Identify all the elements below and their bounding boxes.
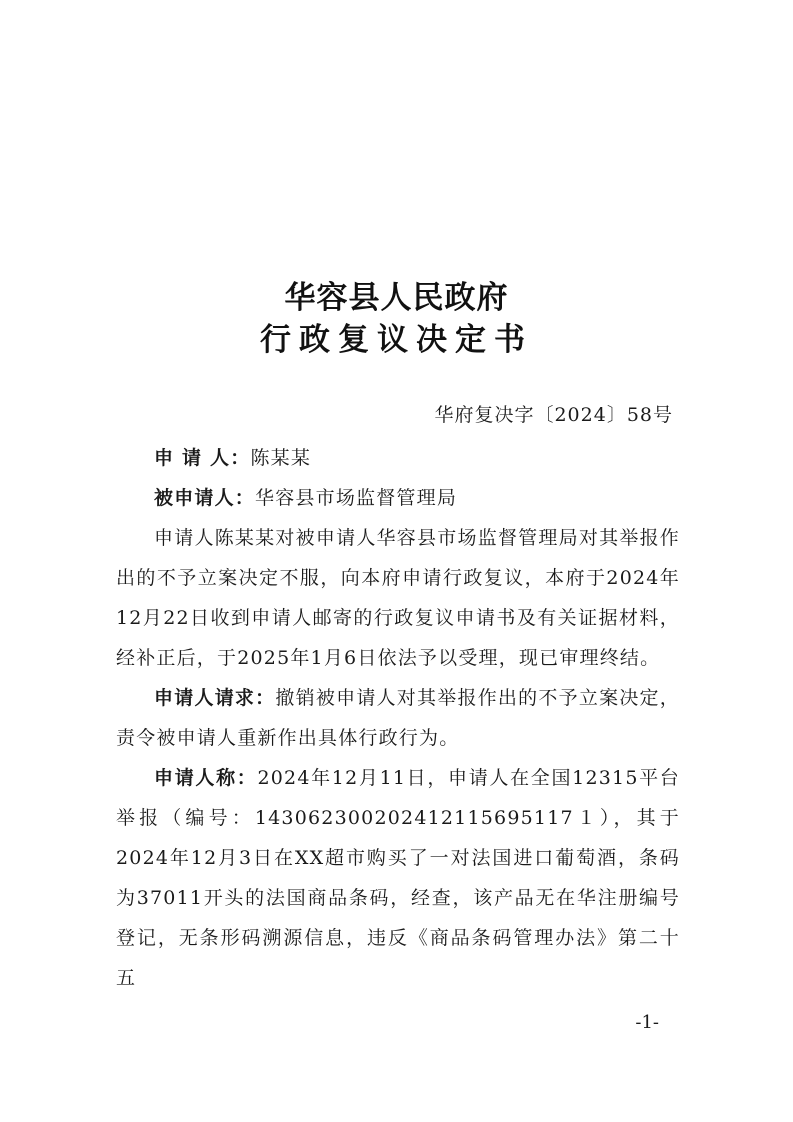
- claim-label: 申请人称：: [154, 767, 258, 789]
- applicant-line: [116, 438, 680, 478]
- request-text: 撤销被申请人对其举报作出的不予立案决定，责令被申请人重新作出具体行政行为。: [116, 687, 680, 749]
- page-number: -1-: [635, 1012, 659, 1033]
- respondent-label: 被申请人：: [154, 487, 256, 509]
- document-type-title: 行政复议决定书: [260, 322, 533, 358]
- applicant-name: 陈某某: [250, 447, 312, 469]
- document-issuer-title: 华容县人民政府: [284, 280, 509, 316]
- intro-paragraph: 申请人陈某某对被申请人华容县市场监督管理局对其举报作出的不予立案决定不服，向本府申请行政复议，本府于2024年12月22日收到申请人邮寄的行政复议申请书及有关证据材料，经补正后，于2025年1月6日依法予以受理，现已审理终结。: [116, 527, 680, 669]
- respondent-line: [116, 478, 680, 518]
- claim-paragraph: [116, 758, 680, 998]
- request-label: 申请人请求：: [154, 687, 276, 709]
- document-body: [116, 438, 680, 998]
- respondent-name: 华容县市场监督管理局: [255, 487, 458, 509]
- request-paragraph: [116, 678, 680, 758]
- claim-text: 2024年12月11日，申请人在全国12315平台举报（编号：143062300202412115695117１），其于2024年12月3日在XX超市购买了一对法国进口葡萄酒，条码为37011开头的法国商品条码，经查，该产品无在华注册编号登记，无条形码溯源信息，违反《商品条码管理办法》第二十五: [116, 767, 680, 989]
- document-number: 华府复决字〔2024〕58号: [434, 404, 673, 426]
- applicant-label: 申 请 人：: [154, 447, 251, 469]
